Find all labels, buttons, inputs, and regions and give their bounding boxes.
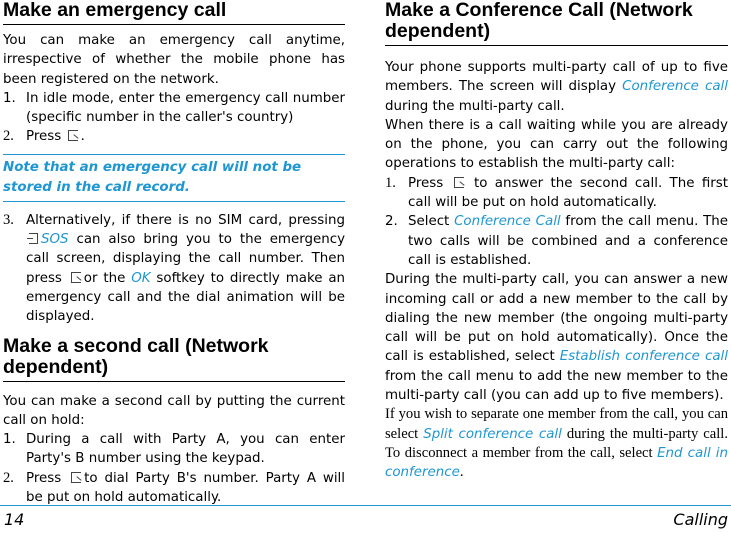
list-item — [3, 430, 345, 469]
section-title: Calling — [673, 510, 728, 529]
sos-label: SOS — [41, 232, 69, 248]
second-call-steps — [3, 430, 345, 507]
establish-conference-label: Establish conference call — [559, 349, 728, 365]
step-text: Press — [26, 129, 62, 145]
split-conference-label: Split conference call — [423, 426, 562, 442]
page-number: 14 — [4, 510, 25, 529]
list-item — [3, 469, 345, 508]
ok-label: OK — [131, 270, 151, 286]
step-number: 2. — [3, 469, 14, 486]
step-text: Select — [408, 214, 450, 230]
step-text: During a call with Party A, you can enter Party's B number using the keypad. — [26, 432, 345, 467]
conference-heading: Make a Conference Call (Network dependent) — [385, 0, 728, 46]
right-column — [385, 0, 728, 483]
text: during the multi-party call. To disconnect a member from the call, select — [385, 425, 728, 461]
step-text: or the — [83, 270, 126, 286]
step-number: 2. — [3, 128, 14, 145]
list-item — [3, 211, 345, 327]
step-text: to answer the second call. The first call will be put on hold automatically. — [408, 175, 728, 211]
conference-call-menu-label: Conference Call — [454, 214, 561, 230]
conference-split — [385, 405, 728, 482]
emergency-steps — [3, 89, 345, 147]
emergency-intro: You can make an emergency call anytime, irrespective of whether the mobile phone has been registered on the network. — [3, 33, 345, 87]
step-text: Alternatively, if there is no SIM card, pressing — [26, 212, 345, 228]
text: If you wish to separate one member from the call, you can select — [385, 406, 728, 442]
text: during the multi-party call. — [385, 98, 565, 114]
step-number: 1. — [3, 432, 16, 448]
step-text: In idle mode, enter the emergency call number (specific number in the caller's country) — [26, 90, 345, 126]
menu-key-icon — [29, 233, 38, 244]
step-text: can also bring you to the emergency call screen, displaying the call number. Then press — [26, 232, 345, 286]
step-text: from the call menu. The two calls will be combined and a conference call is established. — [408, 214, 729, 268]
call-key-icon — [71, 472, 81, 483]
second-call-heading: Make a second call (Network dependent) — [3, 336, 345, 382]
note-callout: Note that an emergency call will not be stored in the call record. — [3, 154, 345, 202]
conference-waiting: When there is a call waiting while you are already on the phone, you can carry out the following operations to establish the multi-party call: — [385, 117, 728, 172]
step-text: Press — [408, 175, 444, 191]
list-item — [385, 174, 728, 213]
step-number: 1. — [3, 90, 16, 106]
call-key-icon — [71, 272, 81, 283]
step-text: softkey to directly make an emergency call and the dial animation will be displayed. — [26, 270, 346, 325]
step-number: 3. — [3, 211, 14, 228]
list-item — [3, 89, 345, 128]
step-text: to dial Party B's number. Party A will be put on hold automatically. — [26, 470, 345, 506]
call-key-icon — [68, 130, 78, 141]
conference-steps — [385, 174, 728, 270]
end-call-conference-label: End call in conference — [385, 445, 728, 481]
page-footer — [0, 505, 731, 533]
emergency-heading: Make an emergency call — [3, 0, 345, 25]
conference-call-label: Conference call — [622, 79, 728, 95]
second-call-intro: You can make a second call by putting the current call on hold: — [3, 393, 345, 428]
step-text: Press — [26, 470, 62, 486]
text: Your phone supports multi-party call of up to five members. The screen will display — [385, 60, 728, 95]
step-number: 2. — [385, 214, 398, 230]
conference-add-member — [385, 270, 728, 405]
step-text: . — [80, 128, 85, 145]
list-item — [385, 212, 728, 270]
emergency-steps-cont — [3, 211, 345, 327]
left-column — [3, 0, 345, 507]
text: . — [459, 464, 464, 481]
text: During the multi-party call, you can answer a new incoming call or add a new member to the call by dialing the new member (the ongoing multi-party call will be put on hold automatically). Once the call is established, select — [385, 272, 728, 365]
text: from the call menu to add the new member to the multi-party call (you can add up to five members). — [385, 368, 728, 404]
call-key-icon — [454, 177, 464, 188]
step-number: 1. — [385, 174, 396, 191]
conference-intro — [385, 58, 728, 116]
list-item — [3, 127, 345, 146]
